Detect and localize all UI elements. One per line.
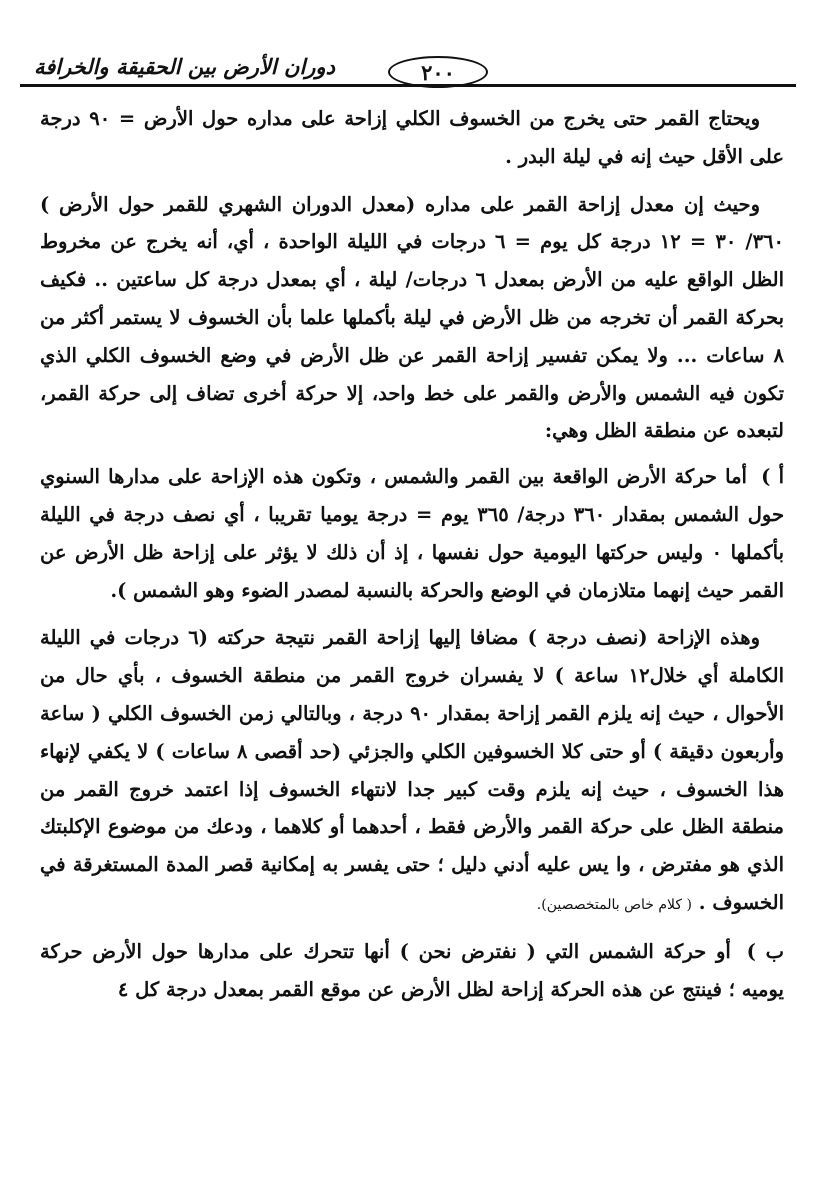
list-item-a	[40, 458, 784, 609]
list-item-a-letter: أ )	[761, 465, 784, 489]
page-body	[40, 100, 784, 1008]
book-title: دوران الأرض بين الحقيقة والخرافة	[34, 54, 335, 79]
paragraph-3	[40, 619, 784, 924]
list-item-b-letter: ب )	[746, 939, 784, 963]
list-item-b-text: أو حركة الشمس التي ( نفترض نحن ) أنها تتحرك على مدارها حول الأرض حركة يوميه ؛ فينتج عن هذه الحركة إزاحة لظل الأرض عن موقع القمر بمعدل درجة كل ٤	[40, 939, 784, 1001]
running-header	[20, 40, 796, 90]
paragraph-1: ويحتاج القمر حتى يخرج من الخسوف الكلي إزاحة على مداره حول الأرض = ٩٠ درجة على الأقل حيث إنه في ليلة البدر .	[40, 107, 784, 168]
page-number: ٢٠٠	[388, 56, 488, 88]
list-item-a-text: أما حركة الأرض الواقعة بين القمر والشمس ، وتكون هذه الإزاحة على مدارها السنوي حول الشمس بمقدار ٣٦٠ درجة/ ٣٦٥ يوم = درجة يوميا تقريبا ، أي نصف درجة في الليلة بأكملها ٠ وليس حركتها اليومية حول نفسها ، إذ أن ذلك لا يؤثر على إزاحة ظل الأرض عن القمر حيث إنهما متلازمان في الوضع والحركة بالنسبة لمصدر الضوء وهو الشمس ).	[40, 465, 784, 602]
paragraph-2: وحيث إن معدل إزاحة القمر على مداره (معدل الدوران الشهري للقمر حول الأرض ) ٣٦٠/ ٣٠ = ١٢ درجة كل يوم = ٦ درجات في الليلة الواحدة ، أي، أنه يخرج عن مخروط الظل الواقع عليه من الأرض بمعدل ٦ درجات/ ليلة ، أي بمعدل درجة كل ساعتين .. فكيف بحركة القمر أن تخرجه من ظل الأرض في ليلة بأكملها علما بأن الخسوف لا يستمر أكثر من ٨ ساعات ... ولا يمكن تفسير إزاحة القمر عن ظل الأرض في وضع الخسوف الكلي الذي تكون فيه الشمس والأرض والقمر على خط واحد، إلا حركة أخرى تضاف إلى حركة القمر، لتبعده عن منطقة الظل وهي:	[40, 192, 784, 443]
specialist-note: ( كلام خاص بالمتخصصين).	[536, 896, 692, 913]
list-item-b	[40, 933, 784, 1009]
header-rule	[20, 84, 796, 87]
paragraph-3-text: وهذه الإزاحة (نصف درجة ) مضافا إليها إزاحة القمر نتيجة حركته (٦ درجات في الليلة الكاملة أي خلال١٢ ساعة ) لا يفسران خروج القمر من منطقة الخسوف ، بأي حال من الأحوال ، حيث إنه يلزم القمر إزاحة بمقدار ٩٠ درجة ، وبالتالي زمن الخسوف الكلي ( ساعة وأربعون دقيقة ) أو حتى كلا الخسوفين الكلي والجزئي (حد أقصى ٨ ساعات ) لا يكفي لإنهاء هذا الخسوف ، حيث إنه يلزم وقت كبير جدا لانتهاء الخسوف إذا اعتمد خروج القمر من منطقة الظل على حركة القمر والأرض فقط ، أحدهما أو كلاهما ، ودعك من موضوع الإكلبتك الذي هو مفترض ، وا يس عليه أدني دليل ؛ حتى يفسر به إمكانية قصر المدة المستغرقة في الخسوف .	[40, 626, 785, 914]
